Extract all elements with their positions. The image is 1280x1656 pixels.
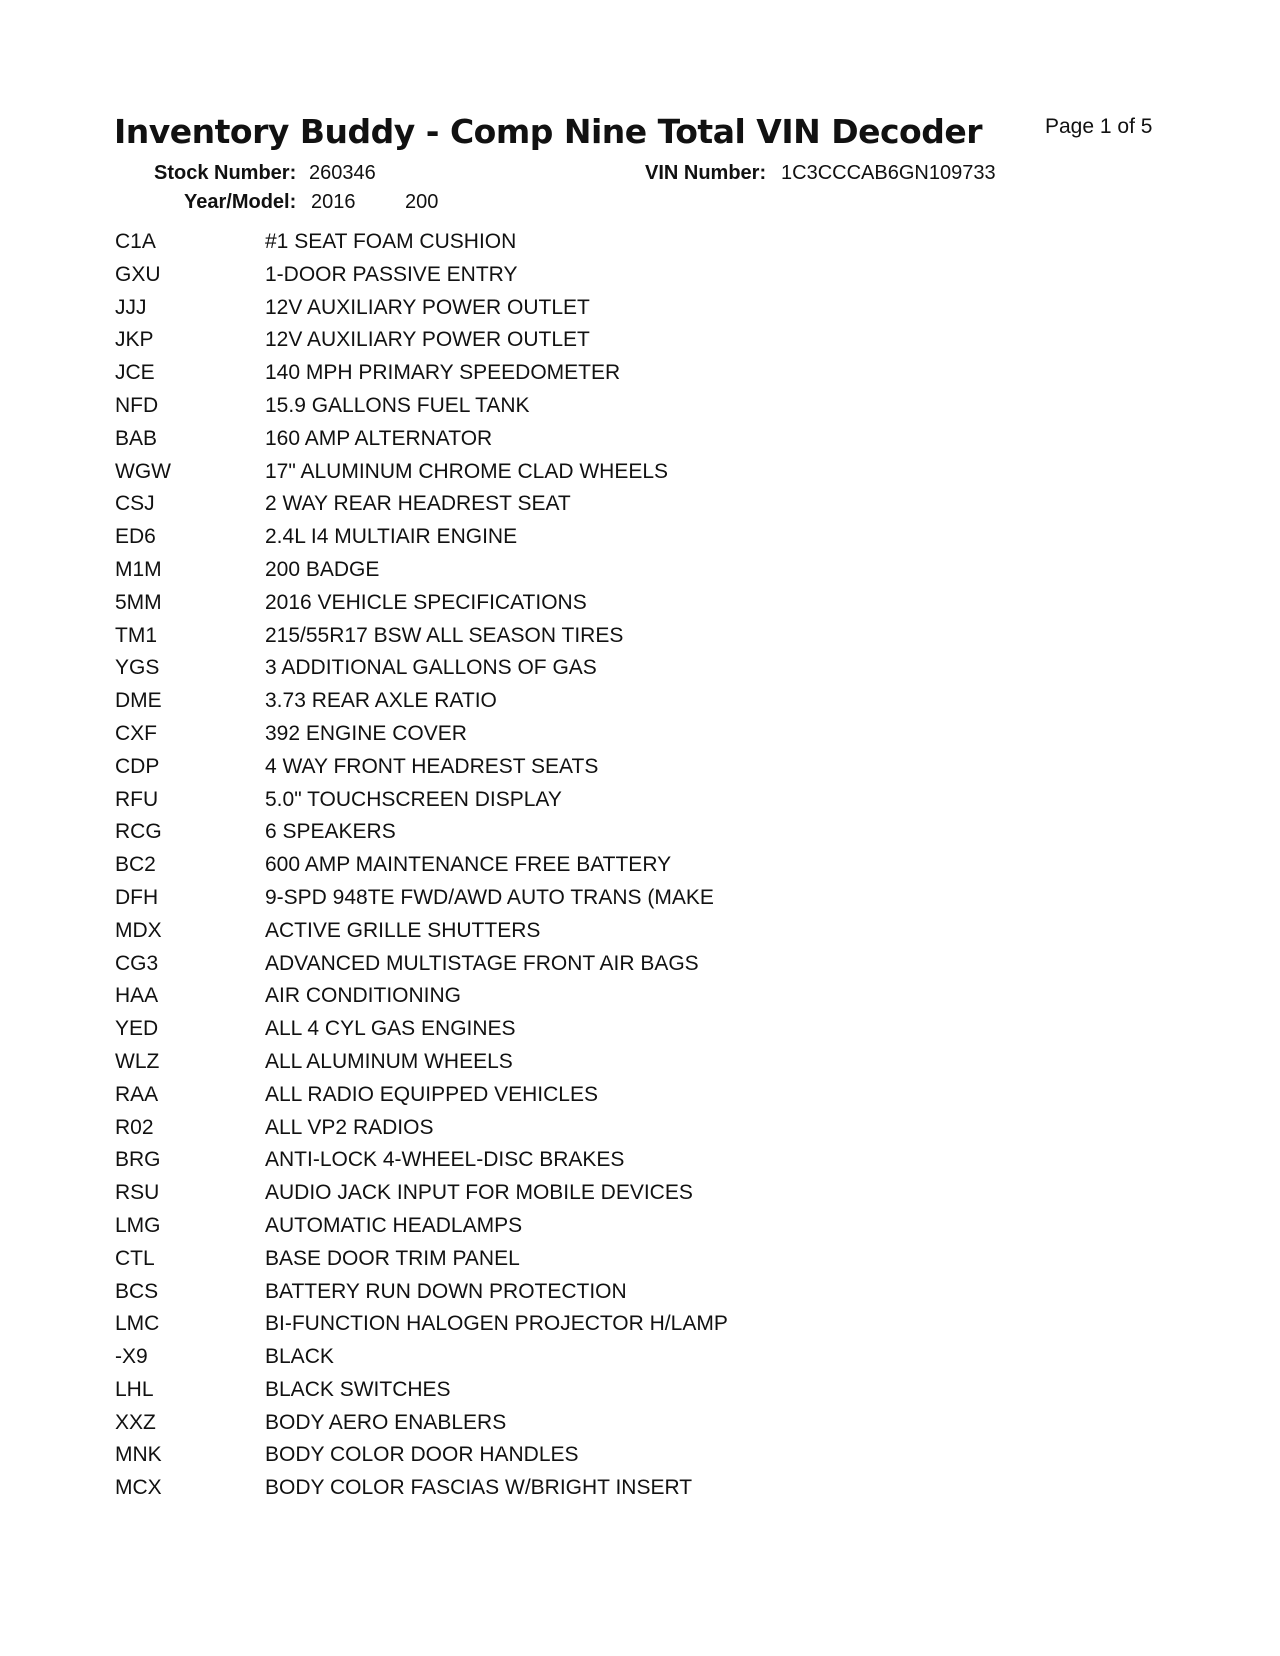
option-code: WGW (115, 459, 171, 483)
option-code: BRG (115, 1148, 161, 1172)
option-description: 392 ENGINE COVER (265, 721, 467, 745)
option-description: 3 ADDITIONAL GALLONS OF GAS (265, 656, 597, 680)
option-code: R02 (115, 1115, 154, 1139)
model-value: 200 (405, 191, 439, 213)
option-code: BC2 (115, 853, 156, 877)
option-description: ANTI-LOCK 4-WHEEL-DISC BRAKES (265, 1148, 625, 1172)
option-description: BLACK SWITCHES (265, 1377, 451, 1401)
option-code: RFU (115, 787, 159, 811)
year-model-label: Year/Model: (184, 191, 297, 213)
option-description: 9-SPD 948TE FWD/AWD AUTO TRANS (MAKE (265, 885, 714, 909)
option-description: BI-FUNCTION HALOGEN PROJECTOR H/LAMP (265, 1312, 728, 1336)
option-code: DFH (115, 885, 159, 909)
option-code: MDX (115, 918, 162, 942)
option-description: ALL ALUMINUM WHEELS (265, 1049, 513, 1073)
option-description: 140 MPH PRIMARY SPEEDOMETER (265, 361, 621, 385)
stock-number-label: Stock Number: (154, 162, 297, 184)
option-code: MNK (115, 1443, 162, 1467)
vin-number-label: VIN Number: (645, 162, 767, 184)
option-code: DME (115, 689, 162, 713)
page-number: Page 1 of 5 (1045, 115, 1153, 138)
stock-number-value: 260346 (309, 162, 376, 184)
option-description: 3.73 REAR AXLE RATIO (265, 689, 497, 713)
option-code: RSU (115, 1181, 160, 1205)
option-description: 600 AMP MAINTENANCE FREE BATTERY (265, 853, 672, 877)
option-code: CTL (115, 1246, 155, 1270)
option-code: CSJ (115, 492, 155, 516)
option-code: JJJ (115, 295, 147, 319)
option-code: WLZ (115, 1049, 160, 1073)
option-code: YED (115, 1017, 159, 1041)
option-code: MCX (115, 1476, 162, 1500)
option-code: LMC (115, 1312, 160, 1336)
option-description: 5.0" TOUCHSCREEN DISPLAY (265, 787, 562, 811)
option-code: NFD (115, 393, 159, 417)
option-description: BODY COLOR DOOR HANDLES (265, 1443, 579, 1467)
option-code: CG3 (115, 951, 159, 975)
option-description: 6 SPEAKERS (265, 820, 396, 844)
option-code: M1M (115, 557, 162, 581)
option-code: LMG (115, 1213, 161, 1237)
option-description: ALL 4 CYL GAS ENGINES (265, 1017, 516, 1041)
option-code: CDP (115, 754, 160, 778)
option-description: 17" ALUMINUM CHROME CLAD WHEELS (265, 459, 669, 483)
option-description: 2 WAY REAR HEADREST SEAT (265, 492, 571, 516)
option-description: 12V AUXILIARY POWER OUTLET (265, 328, 590, 352)
option-code: TM1 (115, 623, 157, 647)
option-description: ALL VP2 RADIOS (265, 1115, 434, 1139)
document-title: Inventory Buddy - Comp Nine Total VIN Decoder (114, 112, 982, 151)
option-code: 5MM (115, 590, 162, 614)
option-description: AUDIO JACK INPUT FOR MOBILE DEVICES (265, 1181, 693, 1205)
option-description: BODY AERO ENABLERS (265, 1410, 507, 1434)
option-code: XXZ (115, 1410, 156, 1434)
option-code: ED6 (115, 525, 156, 549)
option-code: BAB (115, 426, 158, 450)
option-description: 160 AMP ALTERNATOR (265, 426, 493, 450)
option-description: AUTOMATIC HEADLAMPS (265, 1213, 523, 1237)
vin-number-value: 1C3CCCAB6GN109733 (781, 162, 996, 184)
option-code: -X9 (115, 1345, 148, 1369)
option-code: RCG (115, 820, 162, 844)
year-value: 2016 (311, 191, 356, 213)
option-code: RAA (115, 1082, 159, 1106)
option-description: #1 SEAT FOAM CUSHION (265, 230, 517, 253)
option-description: 15.9 GALLONS FUEL TANK (265, 393, 530, 417)
option-code: BCS (115, 1279, 159, 1303)
option-description: BODY COLOR FASCIAS W/BRIGHT INSERT (265, 1476, 693, 1500)
option-description: ALL RADIO EQUIPPED VEHICLES (265, 1082, 598, 1106)
option-description: BASE DOOR TRIM PANEL (265, 1246, 520, 1270)
option-code: LHL (115, 1377, 154, 1401)
option-code: HAA (115, 984, 159, 1008)
option-description: BLACK (265, 1345, 334, 1369)
option-description: 215/55R17 BSW ALL SEASON TIRES (265, 623, 624, 647)
option-description: ACTIVE GRILLE SHUTTERS (265, 918, 541, 942)
option-description: 200 BADGE (265, 557, 380, 581)
option-description: 2.4L I4 MULTIAIR ENGINE (265, 525, 518, 549)
option-description: 1-DOOR PASSIVE ENTRY (265, 262, 518, 286)
option-code: JCE (115, 361, 155, 385)
option-code: YGS (115, 656, 160, 680)
option-description: 2016 VEHICLE SPECIFICATIONS (265, 590, 587, 614)
option-code: C1A (115, 230, 156, 253)
option-description: BATTERY RUN DOWN PROTECTION (265, 1279, 627, 1303)
option-description: AIR CONDITIONING (265, 984, 462, 1008)
option-code: CXF (115, 721, 157, 745)
option-code: GXU (115, 262, 161, 286)
option-description: 4 WAY FRONT HEADREST SEATS (265, 754, 599, 778)
option-code: JKP (115, 328, 154, 352)
option-description: ADVANCED MULTISTAGE FRONT AIR BAGS (265, 951, 699, 975)
option-description: 12V AUXILIARY POWER OUTLET (265, 295, 590, 319)
